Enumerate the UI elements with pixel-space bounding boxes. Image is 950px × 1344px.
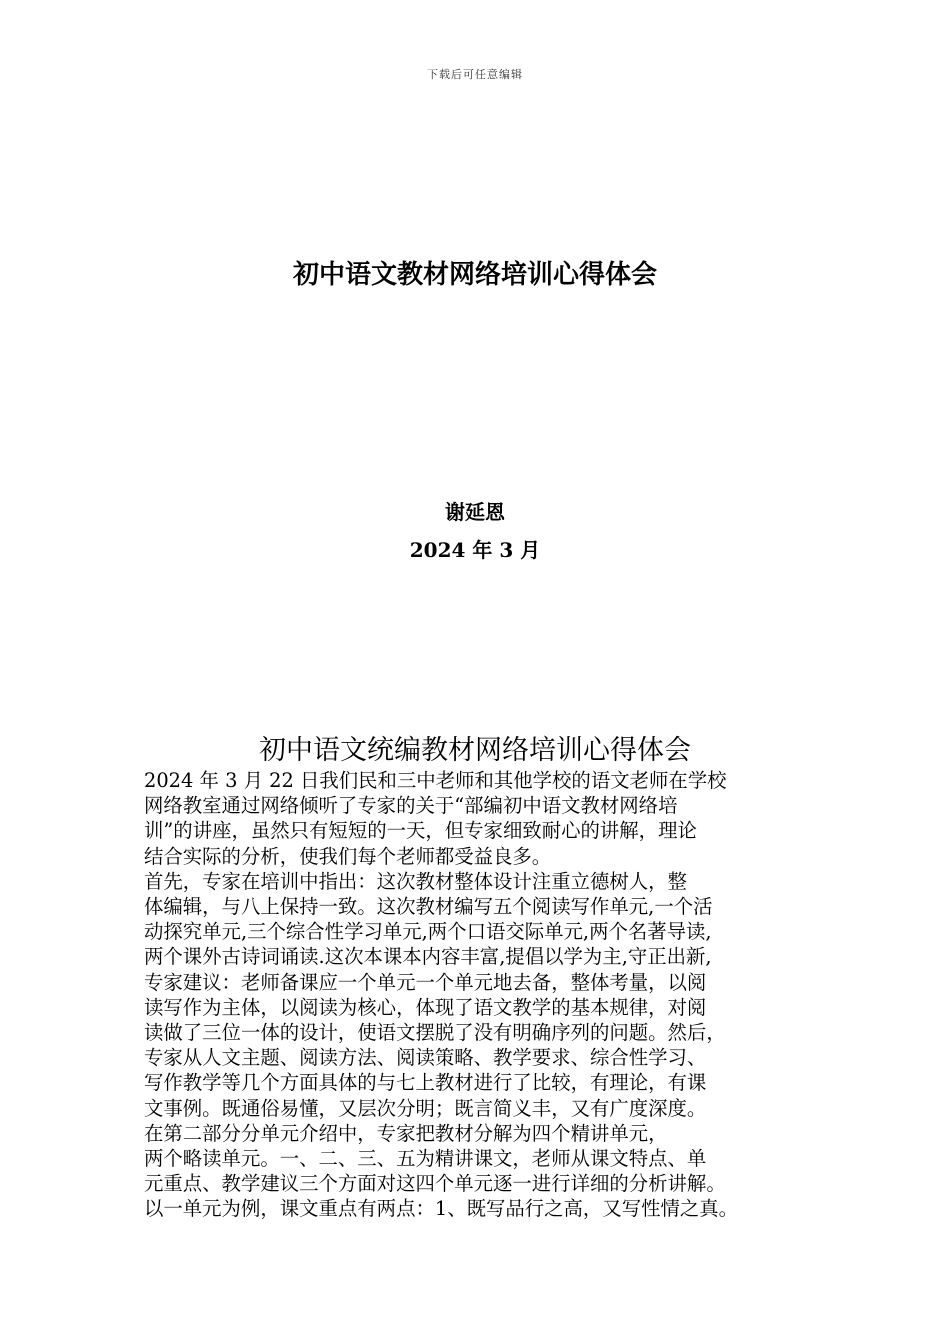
body-line: 元重点、教学建议三个方面对这四个单元逐一进行详细的分析讲解。 bbox=[144, 1172, 726, 1196]
body-line: 训”的讲座，虽然只有短短的一天，但专家细致耐心的讲解，理论 bbox=[144, 819, 697, 843]
body-line: 读做了三位一体的设计，使语文摆脱了没有明确序列的问题。然后， bbox=[144, 1021, 726, 1045]
cover-date: 2024 年 3 月 bbox=[409, 538, 541, 562]
body-line: 写作教学等几个方面具体的与七上教材进行了比较，有理论，有课 bbox=[144, 1071, 707, 1095]
body-line: 在第二部分分单元介绍中，专家把教材分解为四个精讲单元， bbox=[144, 1121, 668, 1145]
body-line: 结合实际的分析，使我们每个老师都受益良多。 bbox=[144, 844, 552, 868]
cover-title: 初中语文教材网络培训心得体会 bbox=[292, 260, 657, 290]
body-line: 首先，专家在培训中指出：这次教材整体设计注重立德树人，整 bbox=[144, 869, 687, 893]
body-line: 动探究单元,三个综合性学习单元,两个口语交际单元,两个名著导读, bbox=[144, 920, 712, 944]
body-line: 专家建议：老师备课应一个单元一个单元地去备，整体考量，以阅 bbox=[144, 970, 707, 994]
body-line: 读写作为主体，以阅读为核心，体现了语文教学的基本规律，对阅 bbox=[144, 995, 707, 1019]
header-note: 下载后可任意编辑 bbox=[427, 68, 523, 81]
body-line: 专家从人文主题、阅读方法、阅读策略、教学要求、综合性学习、 bbox=[144, 1046, 707, 1070]
body-line: 两个略读单元。一、二、三、五为精讲课文，老师从课文特点、单 bbox=[144, 1147, 707, 1171]
body-line: 文事例。既通俗易懂，又层次分明；既言简义丰，又有广度深度。 bbox=[144, 1096, 707, 1120]
body-line: 两个课外古诗词诵读.这次本课本内容丰富,提倡以学为主,守正出新, bbox=[144, 945, 712, 969]
article-body bbox=[144, 768, 824, 1222]
body-line: 2024 年 3 月 22 日我们民和三中老师和其他学校的语文老师在学校 bbox=[144, 769, 727, 792]
body-line: 体编辑，与八上保持一致。这次教材编写五个阅读写作单元,一个活 bbox=[144, 895, 713, 919]
cover-author: 谢延恩 bbox=[445, 500, 505, 524]
body-line: 以一单元为例，课文重点有两点：1、既写品行之高，又写性情之真。 bbox=[144, 1197, 739, 1221]
body-line: 网络教室通过网络倾听了专家的关于“部编初中语文教材网络培 bbox=[144, 794, 678, 818]
article-title: 初中语文统编教材网络培训心得体会 bbox=[259, 735, 691, 766]
